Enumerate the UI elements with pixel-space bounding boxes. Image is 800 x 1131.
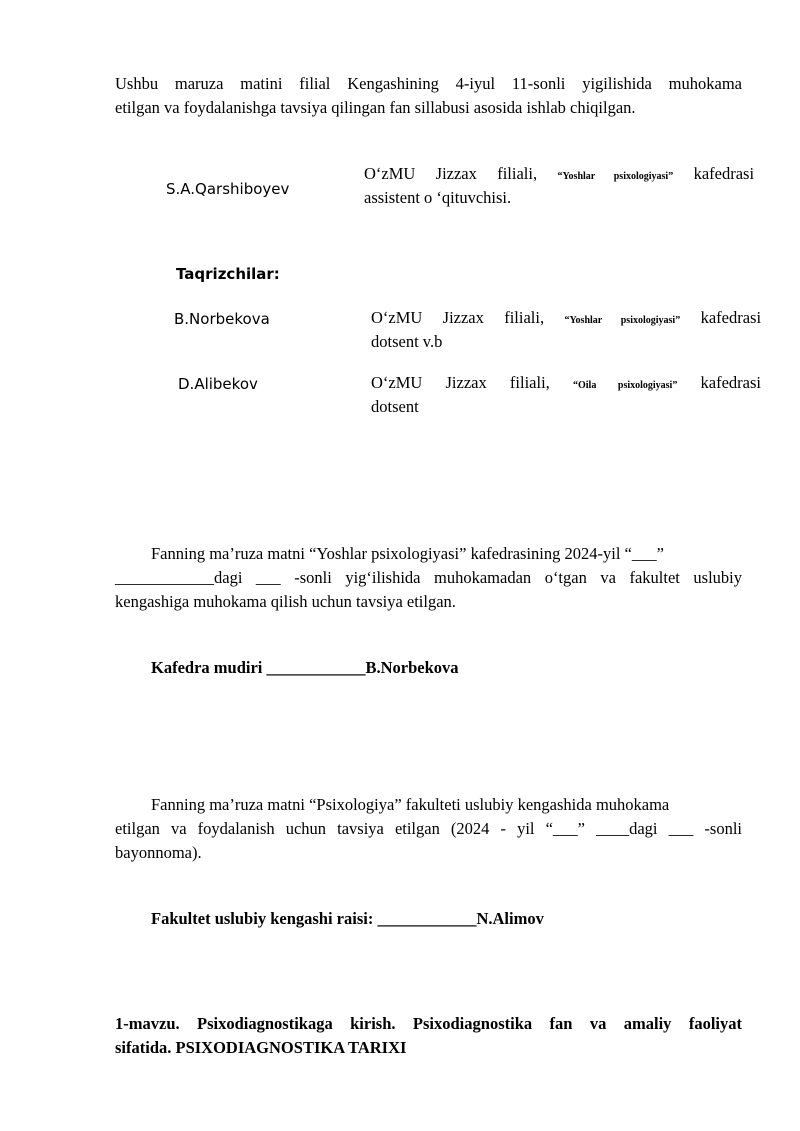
reviewer-2-desc-quote: “Oila psixologiyasi”	[572, 380, 678, 391]
reviewer-2-desc-line-1	[371, 371, 761, 398]
intro-line-2: etilgan va foydalanishga tavsiya qilingan fan sillabusi asosida ishlab chiqilgan.	[115, 98, 636, 117]
dept-approval-line-1: Fanning ma’ruza matni “Yoshlar psixologiyasi” kafedrasining 2024-yil “___”	[151, 544, 664, 563]
faculty-approval-line-1: Fanning ma’ruza matni “Psixologiya” fakulteti uslubiy kengashida muhokama	[151, 795, 670, 814]
reviewer-1-desc-prefix: O‘zMU Jizzax filiali,	[371, 308, 545, 327]
dept-approval-line-3: kengashiga muhokama qilish uchun tavsiya etilgan.	[115, 592, 456, 611]
author-desc-suffix: kafedrasi	[693, 164, 755, 183]
faculty-approval-line-3: bayonnoma).	[115, 843, 202, 862]
topic-heading-line-2: sifatida. PSIXODIAGNOSTIKA TARIXI	[115, 1038, 407, 1057]
reviewer-1-desc-suffix: kafedrasi	[700, 308, 762, 327]
topic-heading-line-1: 1-mavzu. Psixodiagnostikaga kirish. Psixodiagnostika fan va amaliy faoliyat	[115, 1014, 742, 1033]
reviewer-2-desc-line-2: dotsent	[371, 397, 419, 416]
reviewer-name-2: D.Alibekov	[178, 375, 258, 393]
reviewer-1-desc-quote: “Yoshlar psixologiyasi”	[564, 315, 681, 326]
reviewers-heading: Taqrizchilar:	[176, 265, 280, 283]
intro-line-1: Ushbu maruza matini filial Kengashining 4-iyul 11-sonli yigilishida muhokama	[115, 74, 742, 93]
dept-head-signature: Kafedra mudiri ____________B.Norbekova	[151, 658, 459, 677]
author-desc-prefix: O‘zMU Jizzax filiali,	[364, 164, 538, 183]
author-desc-quote: “Yoshlar psixologiyasi”	[557, 171, 674, 182]
reviewer-2-desc-prefix: O‘zMU Jizzax filiali,	[371, 373, 550, 392]
author-desc-line-1	[364, 162, 754, 189]
author-desc-line-2: assistent o ‘qituvchisi.	[364, 188, 512, 207]
faculty-approval-line-2: etilgan va foydalanish uchun tavsiya etilgan (2024 - yil “___” ____dagi ___ -sonli	[115, 819, 742, 838]
reviewer-2-desc-suffix: kafedrasi	[700, 373, 761, 392]
dept-approval-line-2: ____________dagi ___ -sonli yig‘ilishida muhokamadan o‘tgan va fakultet uslubiy	[115, 568, 742, 587]
reviewer-1-desc-line-1	[371, 306, 761, 333]
reviewer-name-1: B.Norbekova	[174, 310, 270, 328]
faculty-council-signature: Fakultet uslubiy kengashi raisi: ____________N.Alimov	[151, 909, 544, 928]
reviewer-1-desc-line-2: dotsent v.b	[371, 332, 443, 351]
author-name: S.A.Qarshiboyev	[166, 180, 290, 198]
